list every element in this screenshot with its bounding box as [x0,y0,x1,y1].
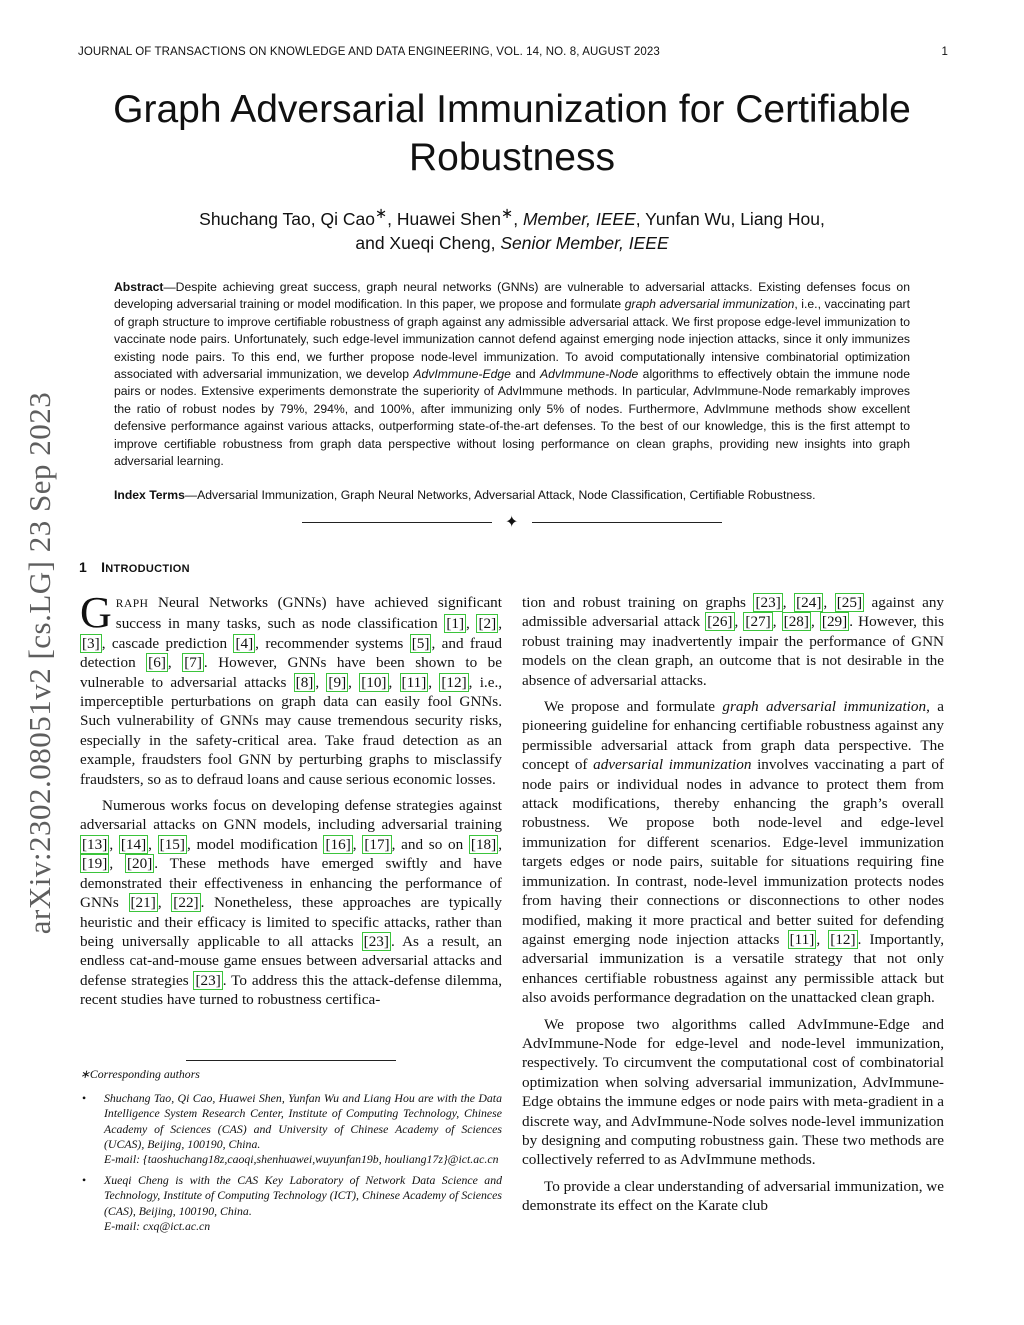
citation[interactable]: [1] [446,615,465,633]
abstract-label: Abstract [114,280,164,294]
citation[interactable]: [9] [328,673,347,691]
citation[interactable]: [25] [836,594,863,611]
citation[interactable]: [27] [745,613,771,631]
citation[interactable]: [20] [126,855,153,873]
citation[interactable]: [15] [159,835,185,853]
citation[interactable]: [6] [148,654,166,672]
section-heading: 1 INTRODUCTION [79,559,190,575]
citation[interactable]: [10] [361,673,387,691]
drop-cap: G [80,588,112,637]
citation[interactable]: [23] [195,971,221,989]
citation[interactable]: [21] [130,894,156,912]
citation[interactable]: [29] [821,613,848,631]
corresponding-author-note: ∗Corresponding authors [80,1067,200,1081]
citation[interactable]: [14] [120,835,147,853]
page-number: 1 [941,46,948,58]
paragraph: GRAPH Neural Networks (GNNs) have achieved significant success in many tasks, such as node classification [1] , [2] , [3] , cascade prediction [4] , recommender systems [5] , and fraud detection [6] , [7] . However, GNNs have been shown to be vulnerable to adversarial attacks [8] , [9] , [10] , [11] , [12] , i.e., imperceptible perturbations on graph data can easily fool GNNs. Such vulnerability of GNNs may cause tremendous security risks, especially in the safety-critical area. Take fraud detection as an example, fraudsters fool GNN by perturbing graphs to misclassify fraudsters, so as to defraud loans and cause serious economic losses. [80,588,503,788]
citation[interactable]: [11] [789,930,815,948]
citation[interactable]: [12] [441,673,467,691]
email[interactable]: E-mail: cxq@ict.ac.cn [104,1218,211,1233]
citation[interactable]: [8] [295,673,314,691]
paragraph: We propose and formulate graph adversarial immunization, a pioneering guideline for enhancing certifiable robustness against any permissible adversarial attack from graph data perspective. The concept of adversarial immunization involves vaccinating a part of node pairs or individual nodes in advance to protect them from attack modifications, thereby enhancing the graph’s overall robustness. We propose both node-level and edge-level immunization for different scenarios. Edge-level immunization targets edges or node pairs, suitable for situations requiring fine immunization. In contrast, node-level immunization protects nodes from having their connections or disconnections to other nodes modified, making it more practical and better suited for defending against emerging node injection attacks [11] , [12] . Importantly, adversarial immunization is a versatile strategy that not only enhances certifiable robustness against any permissible attack but also avoids performance degradation on the unattacked clean graph. [522,698,945,1007]
email[interactable]: E-mail: {taoshuchang18z,caoqi,shenhuawei,wuyunfan19b, houliang17z}@ict.ac.cn [104,1152,499,1167]
citation[interactable]: [3] [82,634,100,652]
citation[interactable]: [26] [707,613,733,631]
index-terms-label: Index Terms [114,488,185,502]
abstract: Abstract—Despite achieving great success, graph neural networks (GNNs) are vulnerable to adversarial attacks. Existing defenses focus on developing adversarial training or model modification. In this paper, we propose and formulate graph adversarial immunization, i.e., vaccinating part of graph structure to improve certifiable robustness of graph against any admissible adversarial attack. We first propose edge-level immunization to vaccinate node pairs. Unfortunately, such edge-level immunization cannot defend against emerging node injection attacks, since it only immunizes existing node pairs. To this end, we further propose node-level immunization. To avoid computationally intensive combinatorial optimization associated with adversarial immunization, we develop AdvImmune-Edge and AdvImmune-Node algorithms to effectively obtain the immune node pairs or nodes. Extensive experiments demonstrate the superiority of AdvImmune methods. In particular, AdvImmune-Node remarkably improves the ratio of robust nodes by 79%, 294%, and 100%, after immunizing only 5% of nodes. Furthermore, AdvImmune methods show excellent defensive performance against various attacks, outperforming state-of-the-art defenses. To the best of our knowledge, this is the first attempt to improve certifiable robustness from graph data perspective without losing performance on clean graphs, providing new insights into graph adversarial learning. [114,280,911,469]
section-divider [302,515,722,531]
citation[interactable]: [23] [755,594,781,611]
citation[interactable]: [16] [325,835,351,853]
footnote-rule [186,1060,396,1061]
member-title: Member, IEEE [522,208,636,229]
divider-diamond-icon: ✦ [505,514,519,531]
citation[interactable]: [2] [478,615,497,633]
running-head [78,46,948,58]
paragraph: tion and robust training on graphs [23] , [24] , [25] against any admissible adversarial attack [26] , [27] , [28] , [29] . However, this robust training may inadvertently impair the performance of GNN models on the clean graph, an outcome that is not desirable in the absence of adversarial attacks. [522,594,945,689]
citation[interactable]: [7] [184,654,202,672]
author-list: Shuchang Tao, Qi Cao∗, Huawei Shen∗, Member, IEEE, Yunfan Wu, Liang Hou, and Xueqi Cheng, Senior Member, IEEE [199,206,825,253]
bullet-icon: • [82,1091,87,1106]
citation[interactable]: [24] [796,594,822,611]
affiliation-note: • Shuchang Tao, Qi Cao, Huawei Shen, Yunfan Wu and Liang Hou are with the Data Intelligence System Research Center, Institute of Computing Technology, Chinese Academy of Sciences (CAS) and University of Chinese Academy of Sciences (UCAS), Beijing, 100190, China. E-mail: {taoshuchang18z,caoqi,shenhuawei,wuyunfan19b, houliang17z}@ict.ac.cn [82,1091,502,1167]
arxiv-stamp: arXiv:2302.08051v2 [cs.LG] 23 Sep 2023 [22,391,57,935]
citation[interactable]: [5] [411,634,430,652]
citation[interactable]: [28] [783,613,809,631]
citation[interactable]: [13] [82,835,108,853]
left-column [80,588,503,1017]
footnotes [80,1067,502,1240]
citation[interactable]: [22] [173,894,199,912]
journal-info: JOURNAL OF TRANSACTIONS ON KNOWLEDGE AND DATA ENGINEERING, VOL. 14, NO. 8, AUGUST 2023 [78,46,660,58]
citation[interactable]: [18] [470,835,497,853]
paragraph: We propose two algorithms called AdvImmune-Edge and AdvImmune-Node for edge-level and node-level immunization, respectively. To circumvent the computational cost of combinatorial optimization when solving adversarial immunization, AdvImmune-Edge obtains the immune edges or node pairs with meta-gradient in a discrete way, and AdvImmune-Node solves node-level immunization by designing and computing robustness gain. These two methods are collectively referred to as AdvImmune methods. [522,1015,944,1169]
citation[interactable]: [19] [82,855,108,873]
right-column [522,593,944,1223]
citation[interactable]: [11] [401,673,427,691]
senior-member-title: Senior Member, IEEE [500,232,669,253]
paragraph: To provide a clear understanding of adversarial immunization, we demonstrate its effect on the Karate club [522,1177,944,1215]
citation[interactable]: [17] [364,835,390,853]
citation[interactable]: [12] [830,930,856,948]
citation[interactable]: [23] [363,932,389,950]
bullet-icon: • [82,1173,87,1188]
paper-title: Graph Adversarial Immunization for Certifiable Robustness [113,88,911,179]
affiliation-note: • Xueqi Cheng is with the CAS Key Laboratory of Network Data Science and Technology, Institute of Computing Technology (ICT), Chinese Academy of Sciences (CAS), Beijing, 100190, China. E-mail: cxq@ict.ac.cn [82,1173,502,1233]
citation[interactable]: [4] [235,634,254,652]
index-terms: Index Terms—Adversarial Immunization, Graph Neural Networks, Adversarial Attack, Node Classification, Certifiable Robustness. [114,488,816,502]
paragraph: Numerous works focus on developing defense strategies against adversarial attacks on GNN models, including adversarial training [13] , [14] , [15] , model modification [16] , [17] , and so on [18] , [19] , [20] . These methods have emerged swiftly and have demonstrated their effectiveness in enhancing the performance of GNNs [21] , [22] . Nonetheless, these approaches are typically heuristic and their efficacy is limited to specific attacks, rather than being universally applicable to all attacks [23] . As a result, an endless cat-and-mouse game ensues between adversarial attacks and defense strategies [23] . To address this the attack-defense dilemma, recent studies have turned to robustness certifica- [80,797,503,1009]
